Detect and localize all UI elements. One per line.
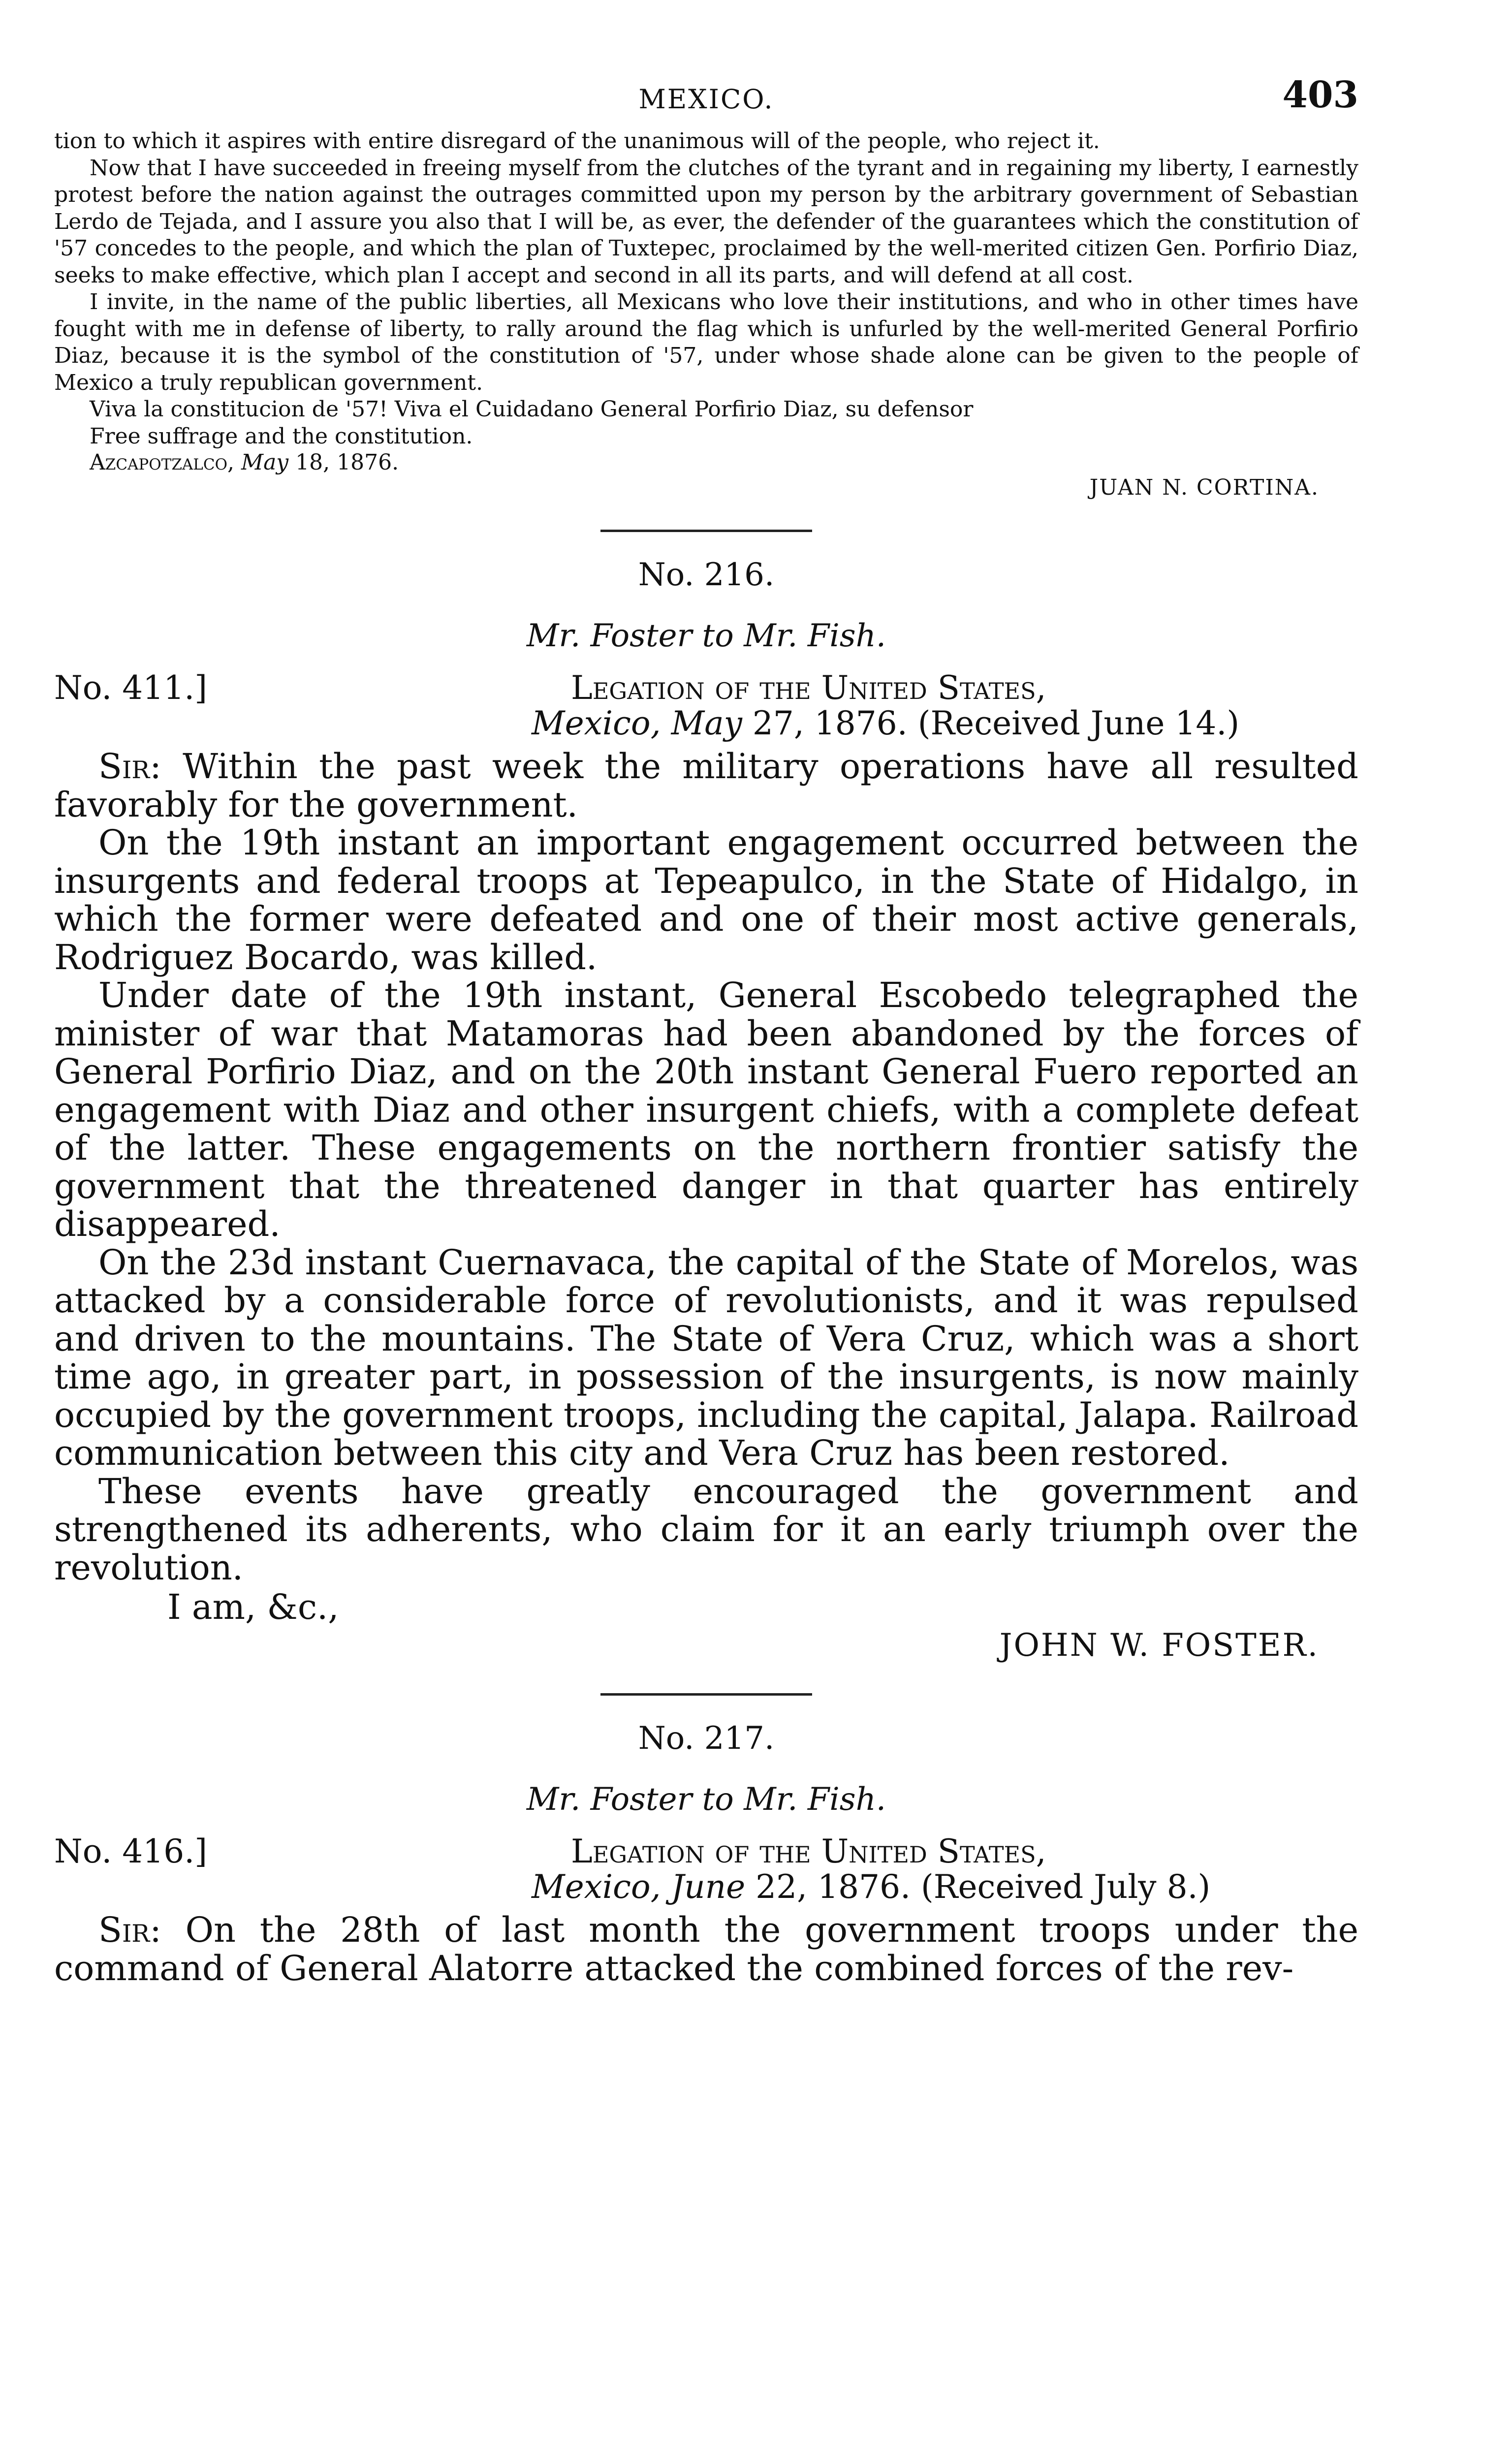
paragraph: These events have greatly encouraged the government and strengthened its adherents, who claim for it an early triumph over the revolution.	[54, 1471, 1358, 1588]
paragraph	[54, 748, 1358, 824]
paragraph: Viva la constitucion de '57! Viva el Cuidadano General Porfirio Diaz, su defensor	[90, 397, 974, 422]
paragraph: Now that I have succeeded in freeing myself from the clutches of the tyrant and in regaining my liberty, I earnestly protest before the nation against the outrages committed upon my person by the arbitrary government of Sebastian Lerdo de Tejada, and I assure you also that I will be, as ever, the defender of the guarantees which the constitution of '57 concedes to the people, and which the plan of Tuxtepec, proclaimed by the well-merited citizen Gen. Porfirio Diaz, seeks to make effective, which plan I accept and second in all its parts, and will defend at all cost.	[54, 155, 1358, 288]
legation-date-line	[532, 1868, 1210, 1906]
document-number: No. 216.	[638, 557, 775, 593]
paragraph	[54, 1911, 1358, 1988]
received-note: (Received July 8.)	[921, 1868, 1211, 1906]
dispatch-number: No. 416.]	[54, 1832, 207, 1870]
page-number: 403	[1282, 74, 1358, 116]
dateline	[54, 450, 1358, 475]
signature: JOHN W. FOSTER.	[999, 1627, 1319, 1664]
dateline-date: 18, 1876.	[295, 450, 399, 475]
section-divider	[600, 530, 812, 532]
legation-date-line	[532, 704, 1239, 742]
letterhead	[54, 669, 1358, 748]
document-page	[54, 74, 1358, 1988]
paragraph-text: Within the past week the military operations have all resulted favorably for the government.	[54, 746, 1358, 825]
section-divider	[600, 1693, 812, 1696]
legation-date: 27, 1876.	[752, 704, 908, 742]
previous-document-continuation	[54, 128, 1358, 450]
running-title: MEXICO.	[638, 84, 774, 115]
document-number: No. 217.	[638, 1720, 775, 1757]
closing: I am, &c.,	[167, 1587, 339, 1627]
legation-place: Mexico,	[532, 704, 661, 742]
paragraph: On the 19th instant an important engagement occurred between the insurgents and federal troops at Tepeapulco, in the State of Hidalgo, in which the former were defeated and one of their most active generals, Rodriguez Bocardo, was killed.	[54, 822, 1358, 978]
salutation: Sir:	[98, 1910, 161, 1950]
letter-body	[54, 1911, 1358, 1988]
legation-month: June	[671, 1868, 746, 1906]
salutation: Sir:	[98, 746, 161, 787]
legation-month: May	[671, 704, 742, 742]
letterhead	[54, 1832, 1358, 1911]
dateline-month: May	[241, 450, 289, 475]
dispatch-number: No. 411.]	[54, 669, 207, 707]
letter-body	[54, 748, 1358, 1587]
document-heading: Mr. Foster to Mr. Fish.	[526, 1781, 886, 1818]
legation-name: Legation of the United States,	[571, 669, 1046, 707]
document-heading: Mr. Foster to Mr. Fish.	[526, 618, 886, 654]
paragraph: Free suffrage and the constitution.	[90, 423, 473, 449]
legation-place: Mexico,	[532, 1868, 661, 1906]
paragraph: On the 23d instant Cuernavaca, the capital of the State of Morelos, was attacked by a considerable force of revolutionists, and it was repulsed and driven to the mountains. The State of Vera Cruz, which was a short time ago, in greater part, in possession of the insurgents, is now mainly occupied by the government troops, including the capital, Jalapa. Railroad communication between this city and Vera Cruz has been restored.	[54, 1242, 1358, 1473]
paragraph: I invite, in the name of the public liberties, all Mexicans who love their institutions, and who in other times have fought with me in defense of liberty, to rally around the flag which is unfurled by the well-merited General Porfirio Diaz, because it is the symbol of the constitution of '57, under whose shade alone can be given to the people of Mexico a truly republican government.	[54, 289, 1358, 395]
running-header	[54, 74, 1358, 128]
paragraph: tion to which it aspires with entire disregard of the unanimous will of the people, who reject it.	[54, 128, 1100, 154]
legation-date: 22, 1876.	[756, 1868, 911, 1906]
paragraph-text: On the 28th of last month the government troops under the command of General Alatorre attacked the combined forces of the rev-	[54, 1910, 1358, 1988]
dateline-place: Azcapotzalco,	[90, 450, 235, 475]
signature: JUAN N. CORTINA.	[1089, 475, 1319, 500]
paragraph: Under date of the 19th instant, General Escobedo telegraphed the minister of war that Matamoras had been abandoned by the forces of General Porfirio Diaz, and on the 20th instant General Fuero reported an engagement with Diaz and other insurgent chiefs, with a complete defeat of the latter. These engagements on the northern frontier satisfy the government that the threatened danger in that quarter has entirely disappeared.	[54, 975, 1358, 1244]
legation-name: Legation of the United States,	[571, 1832, 1046, 1870]
received-note: (Received June 14.)	[917, 704, 1240, 742]
